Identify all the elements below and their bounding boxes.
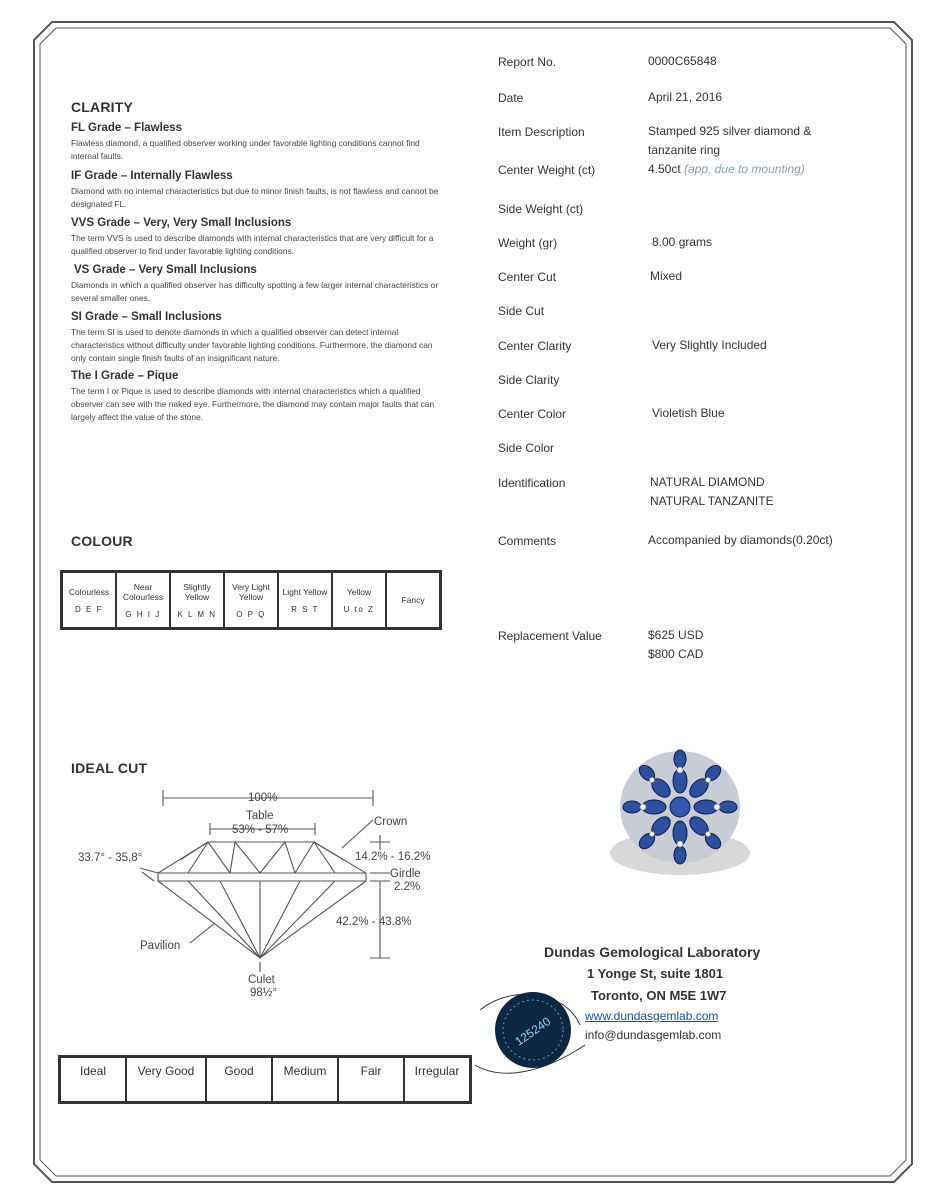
colour-cell: Very Light Yellow O P Q (224, 572, 278, 628)
colour-cell: Slightly Yellow K L M N (170, 572, 224, 628)
culet-pct-label: 98½° (250, 987, 277, 999)
row-label: Center Color (498, 407, 567, 421)
clarity-grades (71, 122, 441, 424)
center-cut: Mixed (650, 269, 683, 283)
total-width-label: 100% (248, 792, 278, 804)
row-label: Comments (498, 534, 557, 548)
report-number: 0000C65848 (648, 54, 717, 68)
row-label: Side Color (498, 441, 555, 455)
cut-grade-cell: Medium (272, 1057, 338, 1102)
row-label: Item Description (498, 125, 585, 139)
report-date: April 21, 2016 (648, 90, 723, 104)
row-label: Center Clarity (498, 339, 572, 353)
comments: Accompanied by diamonds(0.20ct) (648, 533, 833, 547)
colour-cell: Yellow U to Z (332, 572, 386, 628)
colour-cell: Fancy (386, 572, 440, 628)
crown-angle-label: 33.7° - 35.8° (78, 852, 143, 864)
row-label: Center Cut (498, 270, 557, 284)
grade-text: Diamond with no internal characteristics but due to minor finish faults, is not flawless and cannot be designated FL. (71, 186, 439, 209)
crown-label: Crown (374, 816, 408, 828)
cut-grade-cell: Good (206, 1057, 272, 1102)
lab-name: Dundas Gemological Laboratory (544, 944, 761, 960)
grade-text: The term I or Pique is used to describe diamonds with internal characteristics which a qualified observer can see with the naked eye. Furthermore, the diamond may contain major faults that can largely affect the value of the stone. (71, 386, 435, 422)
center-color: Violetish Blue (652, 406, 725, 420)
lab-address-1: 1 Yonge St, suite 1801 (587, 966, 724, 981)
lab-website-link[interactable]: www.dundasgemlab.com (585, 1009, 719, 1023)
cut-grade-cell: Ideal (60, 1057, 126, 1102)
grade-heading: IF Grade – Internally Flawless (71, 170, 233, 182)
pavilion-depth-label: 42.2% - 43.8% (336, 916, 412, 928)
clarity-title: CLARITY (71, 99, 134, 115)
table-range-label: 53% - 57% (232, 824, 289, 836)
grade-heading: FL Grade – Flawless (71, 122, 183, 134)
grade-text: Diamonds in which a qualified observer has difficulty spotting a few larger internal characteristics or several smaller ones. (71, 280, 439, 303)
grade-vs (71, 264, 441, 311)
girdle-pct-label: 2.2% (394, 881, 421, 893)
crown-height-label: 14.2% - 16.2% (355, 851, 431, 863)
colour-title: COLOUR (71, 533, 133, 549)
center-clarity: Very Slightly Included (652, 338, 767, 352)
grade-heading: The I Grade – Pique (71, 370, 179, 382)
row-label: Replacement Value (498, 629, 602, 643)
ring-photo (590, 745, 770, 885)
grade-fl (71, 122, 441, 170)
girdle-label: Girdle (390, 868, 421, 880)
table-label: Table (246, 810, 274, 822)
grade-heading: VVS Grade – Very, Very Small Inclusions (71, 217, 292, 229)
replacement-value: $625 USD $800 CAD (648, 628, 704, 661)
grade-text: Flawless diamond, a qualified observer working under favorable lighting conditions cannot find internal faults. (71, 138, 420, 161)
item-description: Stamped 925 silver diamond & tanzanite ring (648, 124, 812, 157)
hologram-seal (470, 975, 590, 1085)
row-label: Identification (498, 476, 566, 490)
diamond-proportions-diagram (70, 780, 450, 1010)
grade-if (71, 170, 441, 217)
seal-number: 125240 (512, 1014, 554, 1049)
ideal-cut-title: IDEAL CUT (71, 760, 148, 776)
grade-heading: VS Grade – Very Small Inclusions (74, 264, 257, 276)
colour-scale-table (60, 570, 442, 630)
pavilion-label: Pavilion (140, 940, 181, 952)
cut-grade-cell: Irregular (404, 1057, 470, 1102)
lab-email: info@dundasgemlab.com (585, 1028, 722, 1042)
row-label: Side Weight (ct) (498, 202, 584, 216)
row-label: Date (498, 91, 524, 105)
identification: NATURAL DIAMOND NATURAL TANZANITE (650, 475, 774, 508)
center-weight: 4.50ct (app. due to mounting) (648, 162, 805, 176)
cut-grade-cell: Fair (338, 1057, 404, 1102)
row-label: Center Weight (ct) (498, 163, 596, 177)
grade-text: The term SI is used to denote diamonds in which a qualified observer can detect internal characteristics without difficulty under favorable lighting conditions. Furthermore, the diamond can only contain single finish faults of an insignificant nature. (71, 327, 433, 363)
row-label: Report No. (498, 55, 557, 69)
row-label: Weight (gr) (498, 236, 558, 250)
row-label: Side Clarity (498, 373, 560, 387)
culet-label: Culet (248, 974, 275, 986)
colour-cell: Near Colourless G H I J (116, 572, 170, 628)
weight-grams: 8.00 grams (652, 235, 713, 249)
lab-address-2: Toronto, ON M5E 1W7 (591, 988, 727, 1003)
grade-vvs (71, 217, 441, 264)
grade-si (71, 311, 441, 370)
cut-grade-table (58, 1055, 472, 1104)
row-label: Side Cut (498, 304, 545, 318)
grade-heading: SI Grade – Small Inclusions (71, 311, 222, 323)
cut-grade-cell: Very Good (126, 1057, 206, 1102)
colour-cell: Light Yellow R S T (278, 572, 332, 628)
grade-i (71, 370, 441, 424)
grade-text: The term VVS is used to describe diamonds with internal characteristics that are very difficult for a qualified observer to find under favorable lighting conditions. (71, 233, 434, 256)
colour-cell: Colourless D E F (62, 572, 116, 628)
